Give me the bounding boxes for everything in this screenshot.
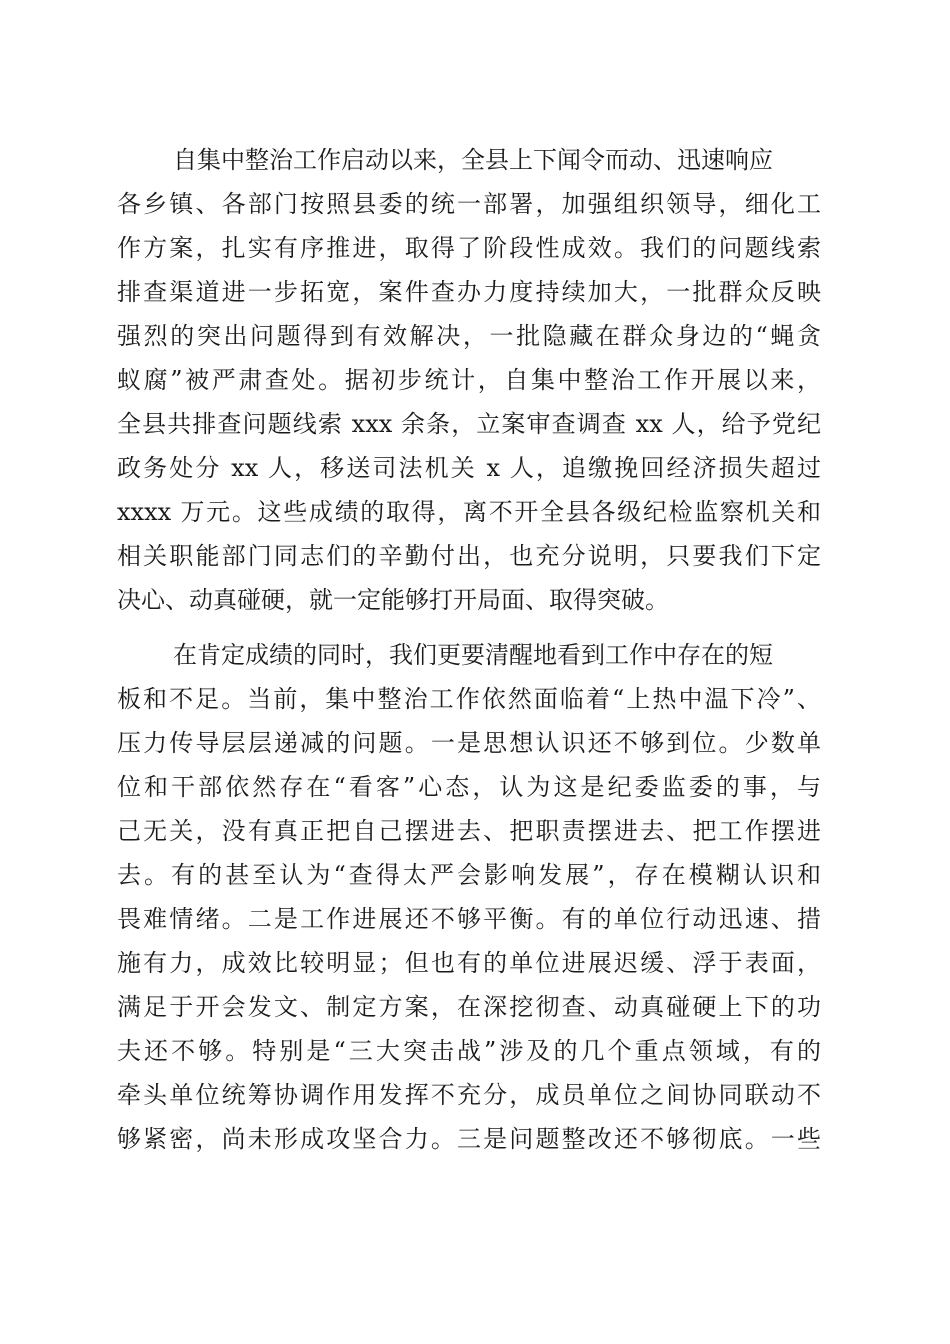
paragraph-2-line-4: 位和干部依然存在“看客”心态，认为这是纪委监委的事，与 <box>117 773 821 801</box>
paragraph-1-line-9: xxxx 万元。这些成绩的取得，离不开全县各级纪检监察机关和 <box>117 498 821 526</box>
paragraph-2-line-6: 去。有的甚至认为“查得太严会影响发展”，存在模糊认识和 <box>117 861 821 889</box>
paragraph-2-line-11: 牵头单位统筹协调作用发挥不充分，成员单位之间协同联动不 <box>117 1081 821 1109</box>
paragraph-1-line-1: 自集中整治工作启动以来，全县上下闻令而动、迅速响应 <box>173 146 773 174</box>
paragraph-2-line-3: 压力传导层层递减的问题。一是思想认识还不够到位。少数单 <box>117 729 821 757</box>
paragraph-1-line-10: 相关职能部门同志们的辛勤付出，也充分说明，只要我们下定 <box>117 542 821 570</box>
paragraph-2-line-1: 在肯定成绩的同时，我们更要清醒地看到工作中存在的短 <box>173 641 773 669</box>
paragraph-1-line-11: 决心、动真碰硬，就一定能够打开局面、取得突破。 <box>117 586 669 614</box>
paragraph-2-line-12: 够紧密，尚未形成攻坚合力。三是问题整改还不够彻底。一些 <box>117 1125 821 1153</box>
paragraph-1-line-5: 强烈的突出问题得到有效解决，一批隐藏在群众身边的“蝇贪 <box>117 322 821 350</box>
paragraph-2-line-5: 己无关，没有真正把自己摆进去、把职责摆进去、把工作摆进 <box>117 817 821 845</box>
paragraph-2-line-7: 畏难情绪。二是工作进展还不够平衡。有的单位行动迅速、措 <box>117 905 821 933</box>
paragraph-1-line-8: 政务处分 xx 人，移送司法机关 x 人，追缴挽回经济损失超过 <box>117 454 821 482</box>
paragraph-2-line-9: 满足于开会发文、制定方案，在深挖彻查、动真碰硬上下的功 <box>117 993 821 1021</box>
paragraph-1-line-3: 作方案，扎实有序推进，取得了阶段性成效。我们的问题线索 <box>117 234 821 262</box>
paragraph-2-line-8: 施有力，成效比较明显；但也有的单位进展迟缓、浮于表面， <box>117 949 821 977</box>
paragraph-1-line-4: 排查渠道进一步拓宽，案件查办力度持续加大，一批群众反映 <box>117 278 821 306</box>
paragraph-1-line-6: 蚁腐”被严肃查处。据初步统计，自集中整治工作开展以来， <box>117 366 821 394</box>
paragraph-1-line-2: 各乡镇、各部门按照县委的统一部署，加强组织领导，细化工 <box>117 190 821 218</box>
paragraph-2-line-10: 夫还不够。特别是“三大突击战”涉及的几个重点领域，有的 <box>117 1037 821 1065</box>
paragraph-2-line-2: 板和不足。当前，集中整治工作依然面临着“上热中温下冷”、 <box>117 685 821 713</box>
paragraph-1-line-7: 全县共排查问题线索 xxx 余条，立案审查调查 xx 人，给予党纪 <box>117 410 821 438</box>
